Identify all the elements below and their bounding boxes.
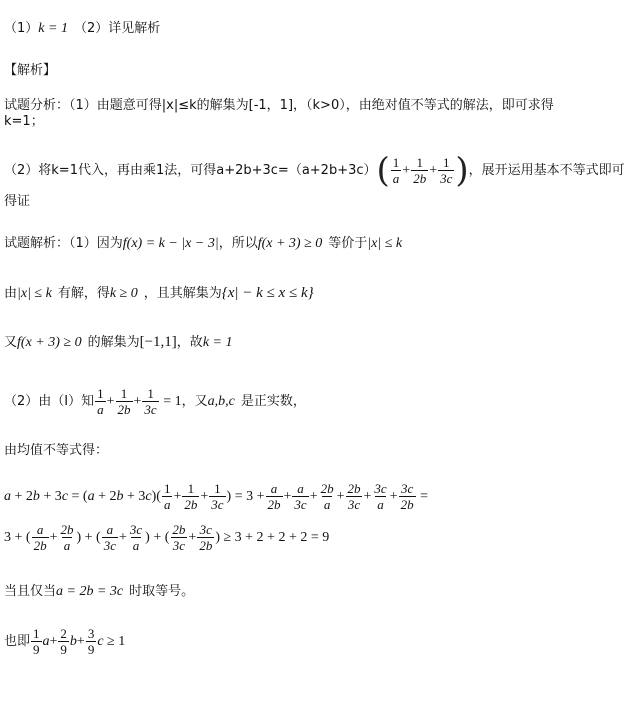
solution-line-1-equiv: 等价于 [328, 236, 368, 251]
solution-line-4-lead: （2）由（Ⅰ）知 [4, 394, 95, 409]
solution-line-5: 由均值不等式得： [4, 443, 109, 458]
solution-line-3 [4, 333, 232, 352]
solution-line-2-lead: 由 [4, 286, 18, 301]
function-definition: f(x) = k − |x − 3| [122, 236, 219, 251]
answer-k-value: k = 1 [38, 21, 68, 36]
analysis-line-1: 试题分析：（1）由题意可得|x|≤k的解集为[-1，1]，（k>0），由绝对值不等式的解法，即可求得 [4, 98, 554, 113]
fraction-1-over-2b: $\frac{1}{2b}$ [413, 155, 427, 186]
variables-abc: a,b,c [207, 394, 235, 409]
solution-line-3-therefore: ，故 [176, 335, 203, 350]
solution-line-9: 也即 $\frac{1}{9}$ a+ $\frac{2}{9}$ b+ $\frac{3}{9}$ c ≥ 1 [4, 626, 126, 657]
section-title: 【解析】 [4, 63, 57, 78]
solution-line-1 [4, 235, 402, 253]
fraction-1-over-3c: $\frac{1}{3c}$ [440, 155, 453, 186]
k-equals-1: k = 1 [202, 335, 233, 350]
equation-line-1: a + 2b + 3c = (a + 2b + 3c)( $\frac{1}{a}$ + $\frac{1}{2b}$ + $\frac{1}{3c}$ ) = 3 + $\frac{a}{2b}$ + $\frac{a}{3c}$ + $\frac{2b}{a}$ + $\frac{2b}{3c}$ + $\frac{3c}{a}$ + $\frac{3c}{2b}$ = [4, 481, 428, 512]
solution-line-1-lead: 试题解析：（1）因为 [4, 236, 123, 251]
equality-condition: a = 2b = 3c [56, 584, 124, 599]
fraction-1-over-a: $\frac{1}{a}$ [392, 155, 400, 186]
inequality-abs-x: |x| ≤ k [367, 236, 403, 251]
inequality-f: f(x + 3) ≥ 0 [257, 236, 323, 251]
solution-set: {x| − k ≤ x ≤ k} [221, 285, 314, 301]
interval-minus1-1: [−1,1] [139, 334, 177, 350]
analysis-line-2: k=1； [4, 114, 44, 129]
analysis-line-3: （2）将k=1代入，再由乘1法，可得a+2b+3c=（a+2b+3c）( $\frac{1}{a}$ + $\frac{1}{2b}$ + $\frac{1}{3c}$ )，展开运用基本不等式即可 [4, 150, 625, 191]
equation-line-2: 3 + ( $\frac{a}{2b}$ + $\frac{2b}{a}$ ) + ( $\frac{a}{3c}$ + $\frac{3c}{a}$ ) + ( $\frac{2b}{3c}$ + $\frac{3c}{2b}$ ) ≥ 3 + 2 + 2 + 2 = 9 [4, 522, 330, 553]
solution-line-3-lead: 又 [4, 335, 18, 350]
solution-line-8-lead: 当且仅当 [4, 584, 57, 599]
analysis-line-3-text: （2）将k=1代入，再由乘1法，可得a+2b+3c=（a+2b+3c） [4, 163, 377, 178]
solution-line-4-also: ，又 [181, 394, 208, 409]
analysis-line-4: 得证 [4, 194, 31, 209]
solution-line-2-set-label: ，且其解集为 [143, 286, 222, 301]
solution-line-8-tail: 时取等号。 [129, 584, 195, 599]
k-nonnegative: k ≥ 0 [109, 286, 138, 301]
solution-line-2 [4, 284, 314, 303]
solution-line-9-lead: 也即 [4, 634, 31, 649]
solution-line-4-positive: 是正实数， [240, 394, 306, 409]
solution-line-8 [4, 583, 194, 601]
inequality-abs-x-2: |x| ≤ k [17, 286, 52, 301]
solution-line-3-set-label: 的解集为 [87, 335, 140, 350]
inequality-f-2: f(x + 3) ≥ 0 [17, 335, 82, 350]
answer-line [4, 20, 160, 38]
analysis-line-3-tail: ，展开运用基本不等式即可 [468, 163, 625, 178]
answer-part1-label: （1） [4, 21, 39, 36]
solution-line-2-has-solution: 有解，得 [57, 286, 110, 301]
answer-part2-label: （2）详见解析 [73, 21, 161, 36]
solution-line-4: （2）由（Ⅰ）知 $\frac{1}{a}$ + $\frac{1}{2b}$ + $\frac{1}{3c}$ = 1，又a,b,c 是正实数， [4, 386, 306, 417]
solution-line-1-so: ，所以 [218, 236, 258, 251]
